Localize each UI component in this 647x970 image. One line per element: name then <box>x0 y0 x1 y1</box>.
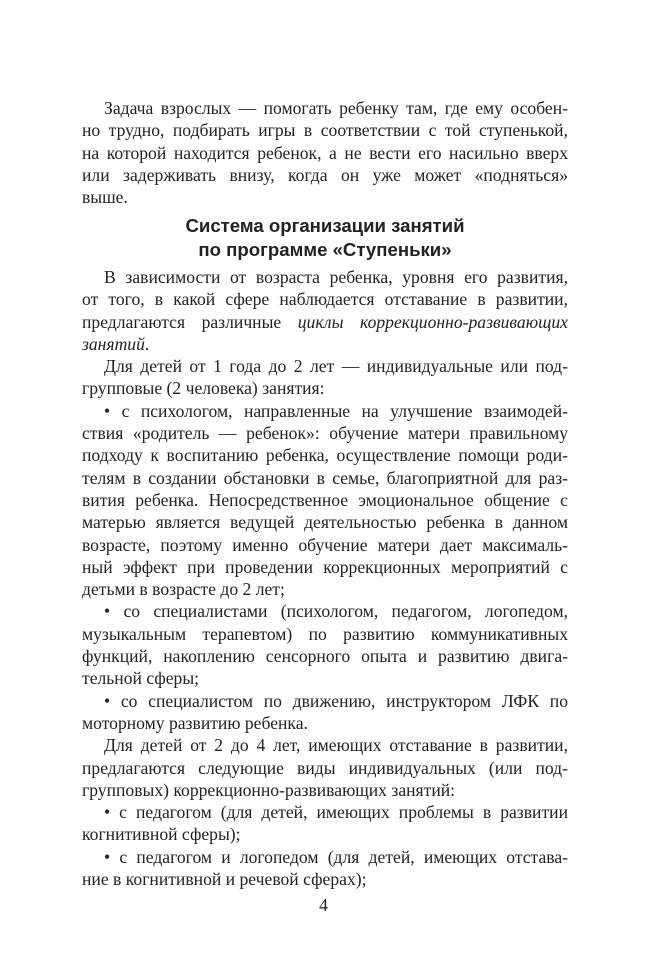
text-line: ствия «родитель — ребенок»: обучение матери правильному <box>82 423 568 444</box>
text-line: тельной сферы; <box>82 668 200 689</box>
text-line: Для детей от 2 до 4 лет, имеющих отставание в развитии, <box>104 735 568 756</box>
text-line: Для детей от 1 года до 2 лет — индивидуальные или под- <box>104 356 568 377</box>
text-line <box>82 333 568 355</box>
list-item: • с педагогом и логопедом (для детей, имеющих отстава- <box>104 846 568 867</box>
text-run: предлагаются различные <box>82 311 298 332</box>
list-item: • с педагогом (для детей, имеющих проблемы в развитии <box>104 802 568 823</box>
text-line: В зависимости от возраста ребенка, уровня его развития, <box>104 267 568 287</box>
text-line: вития ребенка. Непосредственное эмоциональное общение с <box>82 489 568 510</box>
text-line: групповые (2 человека) занятия: <box>82 378 325 399</box>
text-line: но трудно, подбирать игры в соответствии с той ступенькой, <box>82 120 568 141</box>
text-line: подходу к воспитанию ребенка, осуществление помощи роди- <box>82 445 568 466</box>
list-item: • со специалистами (психологом, педагогом, логопедом, <box>104 601 568 622</box>
text-line: телям в создании обстановки в семье, благоприятной для раз- <box>82 467 568 488</box>
text-line: возрасте, поэтому именно обучение матери дает максималь- <box>82 534 568 555</box>
text-line <box>82 311 568 333</box>
text-line: или задерживать внизу, когда он уже может «подняться» <box>82 164 568 185</box>
intro-paragraph <box>82 97 568 208</box>
text-line: предлагаются следующие виды индивидуальных (или под- <box>82 757 568 778</box>
text-line: ный эффект при проведении коррекционных мероприятий с <box>82 556 568 577</box>
italic-term: занятий <box>82 333 145 354</box>
text-line: на которой находится ребенок, а не вести его насильно вверх <box>82 142 568 163</box>
text-line: групповых) коррекционно-развивающих занятий: <box>82 779 456 800</box>
italic-term: циклы коррекционно-развивающих <box>297 311 568 332</box>
text-line: моторному развитию ребенка. <box>82 712 308 733</box>
body-text <box>82 266 568 890</box>
text-line: Задача взрослых — помогать ребенку там, где ему особен- <box>104 98 568 118</box>
page-number: 4 <box>319 895 328 915</box>
text-line: функций, накоплению сенсорного опыта и развитию двига- <box>82 646 568 667</box>
text-line: от того, в какой сфере наблюдается отставание в развитии, <box>82 289 568 310</box>
text-run: . <box>144 333 150 354</box>
section-heading <box>82 214 568 261</box>
text-line: матерью является ведущей деятельностью ребенка в данном <box>82 512 568 533</box>
text-line: детьми в возрасте до 2 лет; <box>82 579 285 600</box>
heading-line: по программе «Ступеньки» <box>198 238 452 260</box>
heading-line: Система организации занятий <box>185 215 465 236</box>
text-line: музыкальным терапевтом) по развитию коммуникативных <box>82 623 568 644</box>
list-item: • с психологом, направленные на улучшение взаимодей- <box>104 400 568 421</box>
text-line: ние в когнитивной и речевой сферах); <box>82 869 367 890</box>
text-line: выше. <box>82 187 128 208</box>
list-item: • со специалистом по движению, инструктором ЛФК по <box>104 690 568 711</box>
text-line: когнитивной сферы); <box>82 824 241 845</box>
